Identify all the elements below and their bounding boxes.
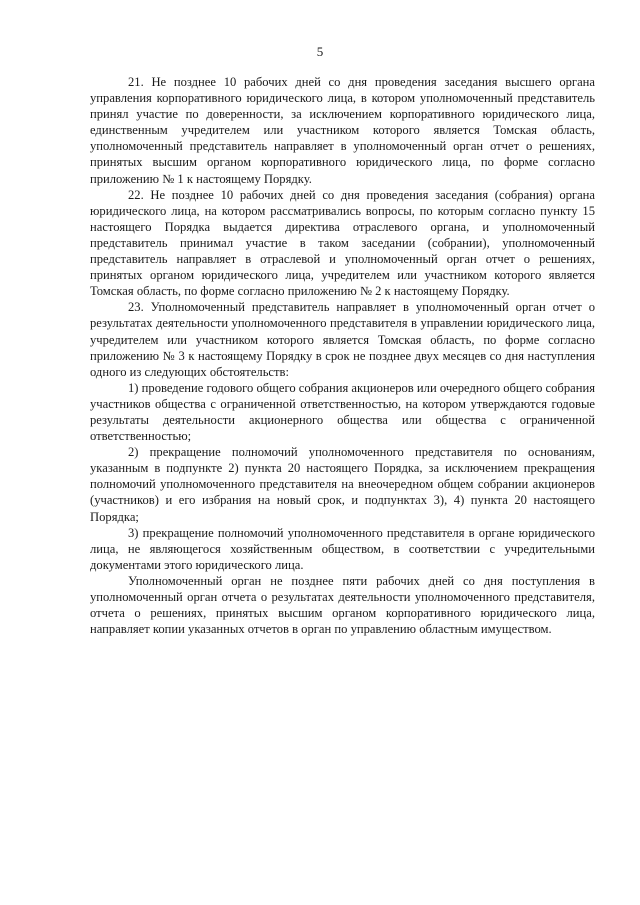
paragraph-22: 22. Не позднее 10 рабочих дней со дня проведения заседания (собрания) органа юридического лица, на котором рассматривались вопросы, по которым согласно пункту 15 настоящего Порядка выдается директива отраслевого органа, и уполномоченный представитель принимал участие в таком заседании (собрании), уполномоченный представитель направляет в отраслевой и уполномоченный орган отчет о решениях, принятых органом юридического лица, учредителем или участником которого является Томская область, по форме согласно приложению № 2 к настоящему Порядку. bbox=[90, 187, 595, 299]
paragraph-21: 21. Не позднее 10 рабочих дней со дня проведения заседания высшего органа управления корпоративного юридического лица, в котором уполномоченный представитель принял участие по доверенности, за исключением корпоративного юридического лица, единственным учредителем или участником которого является Томская область, уполномоченный представитель направляет в уполномоченный орган отчет о решениях, принятых высшим органом корпоративного юридического лица, по форме согласно приложению № 1 к настоящему Порядку. bbox=[90, 75, 595, 186]
paragraph-23-item-2: 2) прекращение полномочий уполномоченного представителя по основаниям, указанным в подпункте 2) пункта 20 настоящего Порядка, за исключением прекращения полномочий уполномоченного представителя на внеочередном общем собрании акционеров (участников) и его избрания на новый срок, и подпунктах 3), 4) пункта 20 настоящего Порядка; bbox=[90, 445, 595, 524]
paragraph-23: 23. Уполномоченный представитель направляет в уполномоченный орган отчет о результатах деятельности уполномоченного представителя в управлении юридического лица, учредителем или участником которого является Томская область, по форме согласно приложению № 3 к настоящему Порядку в срок не позднее двух месяцев со дня наступления одного из следующих обстоятельств: bbox=[90, 300, 595, 379]
paragraph-23-item-3: 3) прекращение полномочий уполномоченного представителя в органе юридического лица, не являющегося хозяйственным обществом, в соответствии с учредительными документами этого юридического лица. bbox=[90, 525, 595, 572]
paragraph-final: Уполномоченный орган не позднее пяти рабочих дней со дня поступления в уполномоченный орган отчета о результатах деятельности уполномоченного представителя, отчета о решениях, принятых высшим органом корпоративного юридического лица, направляет копии указанных отчетов в орган по управлению областным имуществом. bbox=[90, 573, 595, 637]
page-number: 5 bbox=[316, 44, 324, 59]
document-body bbox=[90, 74, 595, 637]
paragraph-23-item-1: 1) проведение годового общего собрания акционеров или очередного общего собрания участников общества с ограниченной ответственностью, на котором утверждаются годовые результаты деятельности акционерного общества или общества с ограниченной ответственностью; bbox=[90, 380, 595, 444]
